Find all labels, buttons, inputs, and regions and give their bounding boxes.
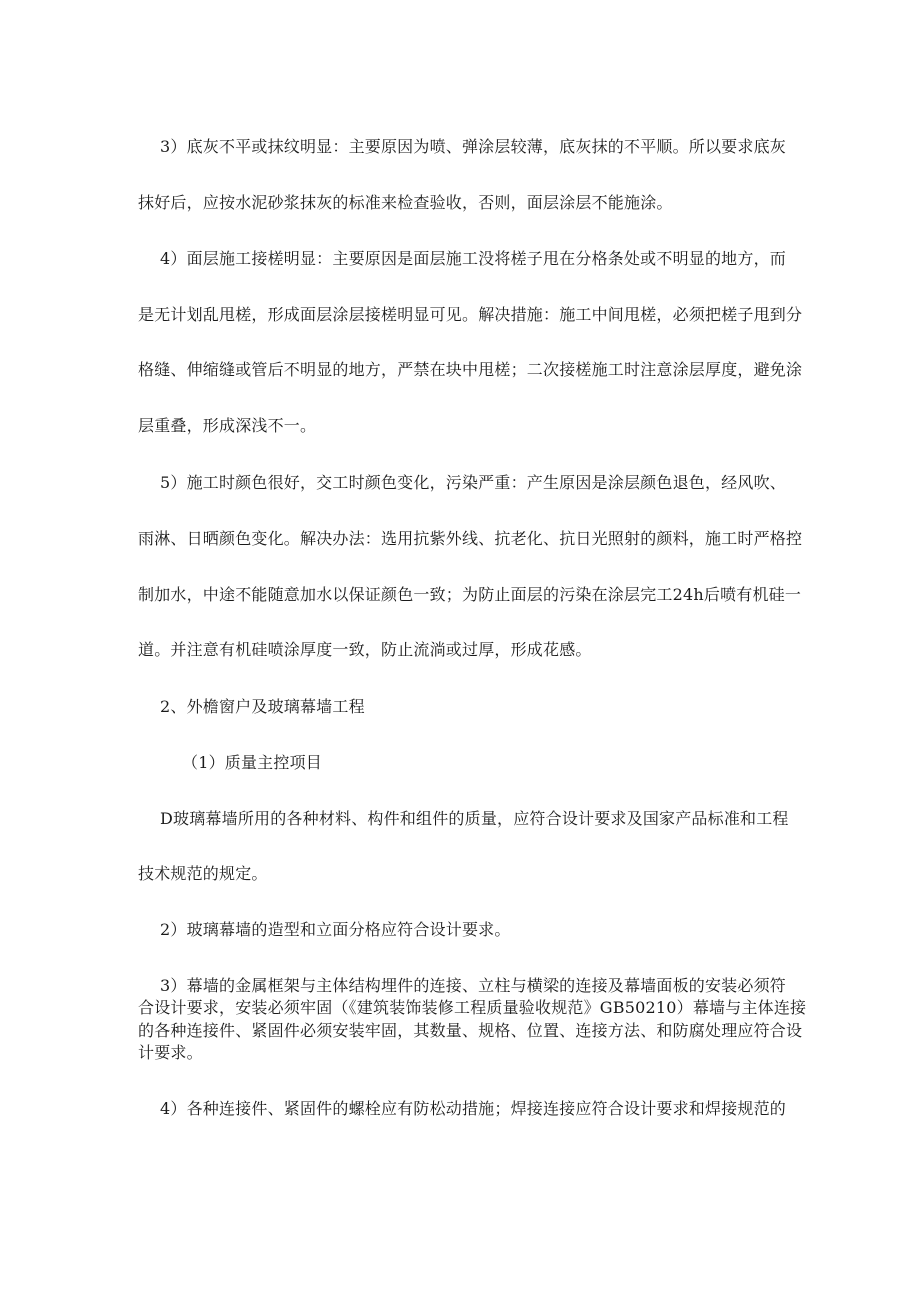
item-3-line-2: 合设计要求，安装必须牢固（《建筑装饰装修工程质量验收规范》GB50210）幕墙与主体连接 — [138, 998, 807, 1017]
subsection-heading-1: （1）质量主控项目 — [182, 753, 322, 772]
paragraph-4-line-1: 4）面层施工接槎明显：主要原因是面层施工没将槎子甩在分格条处或不明显的地方，而 — [160, 249, 786, 268]
item-1-line-1: D玻璃幕墙所用的各种材料、构件和组件的质量，应符合设计要求及国家产品标准和工程 — [160, 809, 789, 828]
paragraph-4-line-2: 是无计划乱甩槎，形成面层涂层接槎明显可见。解决措施：施工中间甩槎，必须把槎子甩到分 — [138, 305, 803, 324]
item-2-line-1: 2）玻璃幕墙的造型和立面分格应符合设计要求。 — [160, 920, 511, 939]
paragraph-5-line-2: 雨淋、日晒颜色变化。解决办法：选用抗紫外线、抗老化、抗日光照射的颜料，施工时严格控 — [138, 529, 803, 548]
item-1-line-2: 技术规范的规定。 — [138, 864, 268, 883]
section-heading-2: 2、外檐窗户及玻璃幕墙工程 — [160, 697, 365, 716]
item-3-line-1: 3）幕墙的金属框架与主体结构埋件的连接、立柱与横梁的连接及幕墙面板的安装必须符 — [160, 976, 786, 995]
paragraph-3-line-1: 3）底灰不平或抹纹明显：主要原因为喷、弹涂层较薄，底灰抹的不平顺。所以要求底灰 — [160, 137, 786, 156]
paragraph-4-line-3: 格缝、伸缩缝或管后不明显的地方，严禁在块中甩槎；二次接槎施工时注意涂层厚度，避免涂 — [138, 360, 803, 379]
item-3-line-3: 的各种连接件、紧固件必须安装牢固，其数量、规格、位置、连接方法、和防腐处理应符合设 — [138, 1021, 803, 1040]
paragraph-5-line-3: 制加水，中途不能随意加水以保证颜色一致；为防止面层的污染在涂层完工24h后喷有机硅一 — [138, 585, 802, 604]
paragraph-5-line-4: 道。并注意有机硅喷涂厚度一致，防止流淌或过厚，形成花感。 — [138, 640, 592, 659]
paragraph-4-line-4: 层重叠，形成深浅不一。 — [138, 416, 317, 435]
paragraph-3-line-2: 抹好后，应按水泥砂浆抹灰的标准来检查验收，否则，面层涂层不能施涂。 — [138, 193, 673, 212]
item-3-line-4: 计要求。 — [138, 1043, 203, 1062]
paragraph-5-line-1: 5）施工时颜色很好，交工时颜色变化，污染严重：产生原因是涂层颜色退色，经风吹、 — [160, 473, 786, 492]
item-4-line-1: 4）各种连接件、紧固件的螺栓应有防松动措施；焊接连接应符合设计要求和焊接规范的 — [160, 1099, 786, 1118]
